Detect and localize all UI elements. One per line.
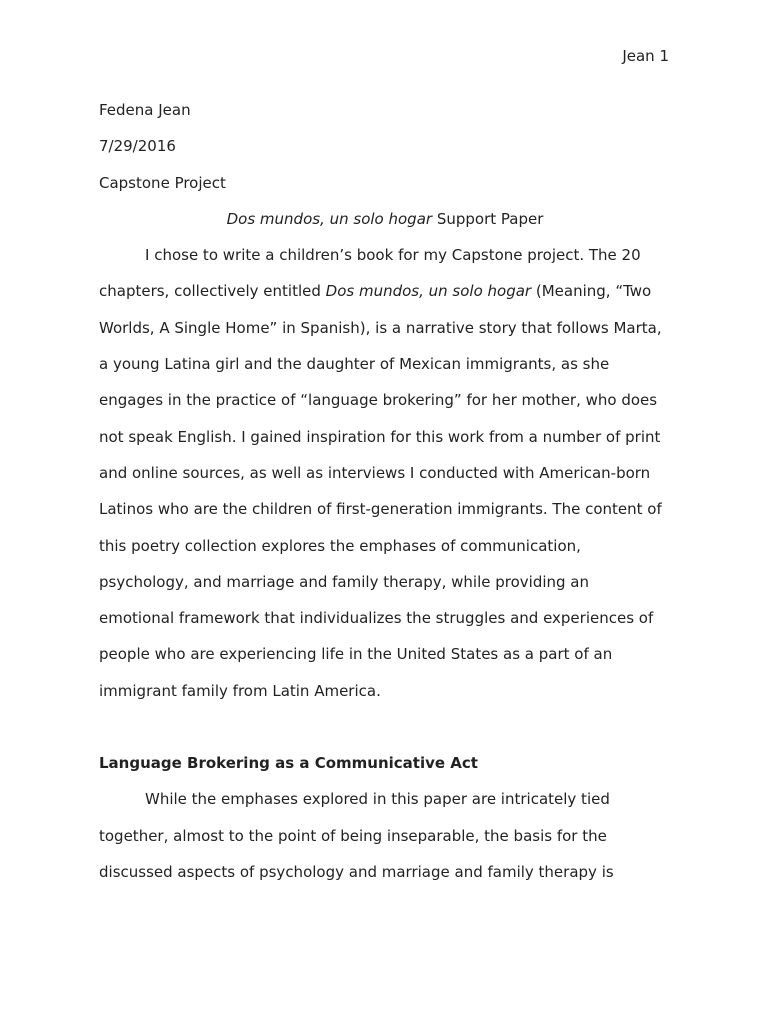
paragraph-line bbox=[99, 273, 671, 309]
paragraph-2 bbox=[99, 781, 671, 890]
paragraph-1 bbox=[99, 237, 671, 709]
paragraph-line: this poetry collection explores the emphases of communication, bbox=[99, 536, 581, 555]
author-name: Fedena Jean bbox=[99, 101, 191, 119]
paper-title-italic: Dos mundos, un solo hogar bbox=[226, 209, 433, 228]
paragraph-line: I chose to write a children’s book for my Capstone project. The 20 bbox=[145, 246, 641, 265]
paragraph-line: people who are experiencing life in the United States as a part of an bbox=[99, 645, 613, 664]
document-date: 7/29/2016 bbox=[99, 137, 176, 156]
paragraph-line: Latinos who are the children of first-generation immigrants. The content of bbox=[99, 500, 662, 519]
text-span: (Meaning, “Two bbox=[531, 282, 652, 301]
paper-title-rest: Support Paper bbox=[432, 209, 544, 228]
paragraph-line: and online sources, as well as interviews I conducted with American-born bbox=[99, 463, 651, 482]
course-name: Capstone Project bbox=[99, 173, 226, 192]
book-title-italic: Dos mundos, un solo hogar bbox=[325, 282, 532, 301]
paragraph-line: discussed aspects of psychology and marriage and family therapy is bbox=[99, 862, 614, 881]
paragraph-line: While the emphases explored in this paper are intricately tied bbox=[145, 790, 610, 809]
section-heading: Language Brokering as a Communicative Act bbox=[99, 754, 478, 773]
paragraph-line: immigrant family from Latin America. bbox=[99, 681, 381, 700]
paragraph-line: together, almost to the point of being inseparable, the basis for the bbox=[99, 826, 607, 845]
text-span: chapters, collectively entitled bbox=[99, 282, 326, 301]
paragraph-line: emotional framework that individualizes the struggles and experiences of bbox=[99, 609, 654, 628]
running-head: Jean 1 bbox=[622, 47, 669, 65]
paragraph-line: not speak English. I gained inspiration for this work from a number of print bbox=[99, 427, 661, 446]
paragraph-line: psychology, and marriage and family therapy, while providing an bbox=[99, 572, 589, 591]
document-body bbox=[99, 92, 671, 890]
paper-title bbox=[99, 201, 671, 237]
paragraph-line: Worlds, A Single Home” in Spanish), is a narrative story that follows Marta, bbox=[99, 318, 662, 337]
paragraph-line: engages in the practice of “language brokering” for her mother, who does bbox=[99, 391, 658, 410]
paragraph-line: a young Latina girl and the daughter of Mexican immigrants, as she bbox=[99, 355, 610, 374]
